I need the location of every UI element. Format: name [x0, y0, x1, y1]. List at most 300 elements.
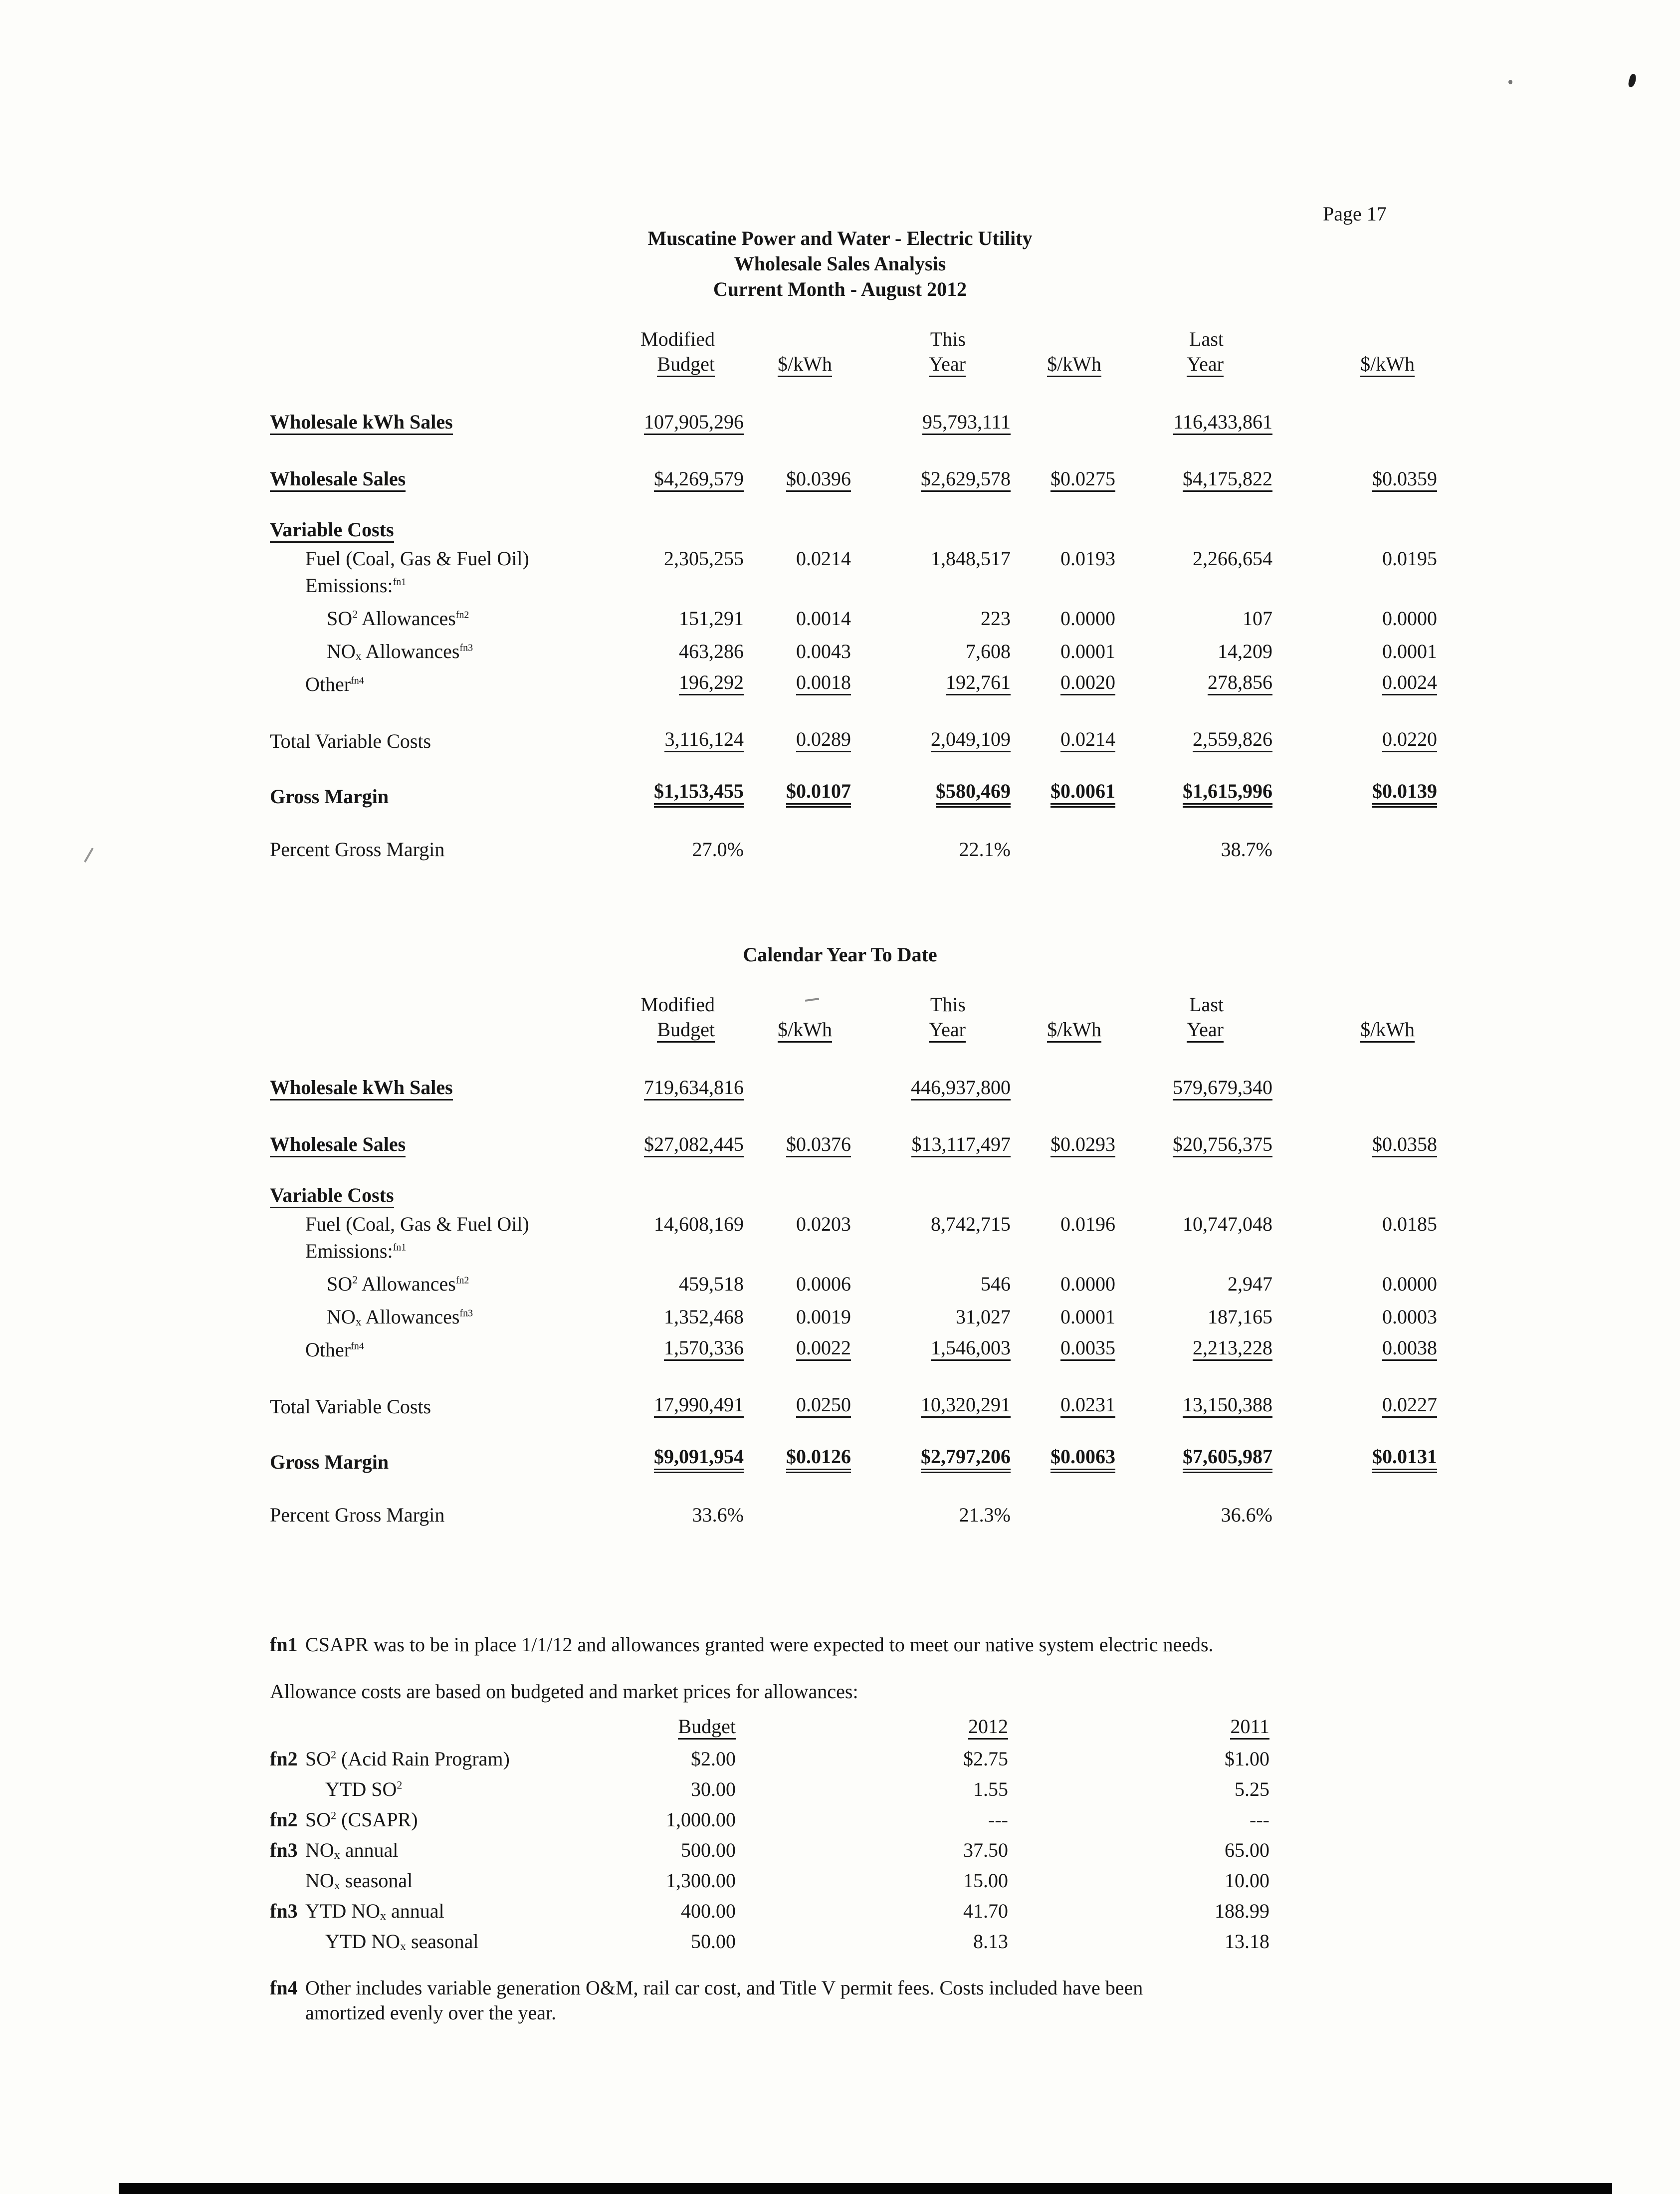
value: 1,546,003 [931, 1337, 1011, 1361]
value: 0.0024 [1382, 672, 1437, 695]
so2-superscript: 2 [352, 608, 358, 621]
value: 0.0231 [1060, 1394, 1115, 1418]
label-text: Wholesale kWh Sales [270, 412, 453, 435]
row-label [270, 513, 579, 543]
value: 196,292 [679, 672, 744, 695]
header-year-1 [851, 350, 1011, 377]
label-text: Gross Margin [270, 785, 389, 808]
value: $4,175,822 [1183, 468, 1272, 492]
value-cell: 0.0043 [796, 640, 851, 662]
value-cell [579, 402, 744, 435]
row-label [270, 662, 579, 695]
header-kwh-text: $/kWh [1360, 1019, 1415, 1043]
nox-subscript: x [334, 1849, 340, 1862]
value-2012: 1.55 [973, 1778, 1008, 1800]
value: 0.0038 [1382, 1337, 1437, 1361]
allowance-table-header-row [270, 1709, 1269, 1740]
value-cell [851, 1124, 1011, 1157]
so2-superscript: 2 [331, 1748, 337, 1761]
value-cell: 0.0214 [796, 547, 851, 570]
label-text: Allowances [358, 1273, 456, 1295]
label-text: Other [305, 1338, 351, 1361]
label-text: NO [327, 1306, 356, 1328]
value-2011: $1.00 [1225, 1748, 1269, 1770]
row-ytd-so2 [270, 1770, 1269, 1800]
label-rest: (Acid Rain Program) [336, 1748, 510, 1770]
value-cell: 0.0193 [1060, 547, 1115, 570]
value: $0.0358 [1372, 1134, 1437, 1157]
value-cell [579, 1328, 744, 1361]
value: $0.0396 [786, 468, 851, 492]
header-year-text: Year [929, 1019, 966, 1043]
row-label: Total Variable Costs [270, 730, 431, 752]
label-text: SO [327, 1273, 353, 1295]
footnotes-section [270, 1632, 1567, 2025]
value: 2,049,109 [931, 729, 1011, 752]
cm-row-total-variable-costs [270, 719, 1437, 752]
label-rest: (CSAPR) [336, 1808, 418, 1831]
value-cell: 33.6% [692, 1504, 744, 1526]
value-cell [851, 402, 1011, 435]
value-cell: 546 [981, 1273, 1011, 1295]
col-header-2011 [1008, 1709, 1269, 1740]
row-label [270, 1235, 579, 1262]
footnote-marker-fn3: fn3 [270, 1839, 298, 1861]
header-last: Last [1189, 993, 1224, 1016]
header-budget-text: Budget [657, 354, 715, 377]
row-label [270, 570, 579, 597]
header-budget [579, 1016, 744, 1043]
row-label: Percent Gross Margin [270, 838, 445, 861]
allowance-costs-intro: Allowance costs are based on budgeted and market prices for allowances: [270, 1680, 858, 1703]
value-2012: 8.13 [973, 1930, 1008, 1953]
row-label: Percent Gross Margin [270, 1504, 445, 1526]
value-cell: 0.0000 [1060, 1273, 1115, 1295]
row-label [305, 1922, 579, 1953]
value-cell: 1,352,468 [664, 1306, 744, 1328]
value: 579,679,340 [1173, 1077, 1272, 1100]
value-cell: 27.0% [692, 838, 744, 861]
ytd-row-fuel [270, 1208, 1437, 1235]
value-cell [579, 1440, 744, 1473]
report-title-line3: Current Month - August 2012 [713, 278, 967, 300]
value-cell [1272, 459, 1437, 492]
value-cell [851, 719, 1011, 752]
value-budget: 1,000.00 [666, 1808, 736, 1831]
value-cell [851, 1068, 1011, 1100]
row-nox-annual [270, 1831, 1269, 1861]
so2-superscript: 2 [331, 1809, 337, 1822]
row-label: Fuel (Coal, Gas & Fuel Oil) [305, 1213, 529, 1235]
value-cell [579, 775, 744, 808]
value: $4,269,579 [654, 468, 744, 492]
cm-row-gross-margin [270, 775, 1437, 808]
ytd-row-variable-costs-heading [270, 1178, 1437, 1208]
header-year-text: Year [1187, 1019, 1224, 1043]
value-cell: 2,266,654 [1193, 547, 1272, 570]
value: 3,116,124 [664, 729, 744, 752]
nox-subscript: x [400, 1940, 406, 1954]
footnote-fn4-continuation: amortized evenly over the year. [305, 2001, 557, 2024]
value-cell: 14,608,169 [654, 1213, 744, 1235]
header-kwh-3 [1272, 350, 1437, 377]
cm-row-so2-allowances [270, 597, 1437, 630]
value-cell: 0.0196 [1060, 1213, 1115, 1235]
value: $580,469 [936, 781, 1011, 808]
row-so2-acid-rain [270, 1740, 1269, 1770]
footnote-ref-fn2: fn2 [455, 609, 469, 621]
value-cell: 8,742,715 [931, 1213, 1011, 1235]
value-2011: 13.18 [1225, 1930, 1269, 1953]
value-budget: 50.00 [691, 1930, 736, 1953]
value-cell [744, 662, 851, 695]
scan-artifact-pen-stroke [84, 848, 93, 863]
label-text: Gross Margin [270, 1451, 389, 1473]
header-this: This [930, 993, 966, 1016]
row-nox-seasonal [270, 1861, 1269, 1892]
header-year-2 [1115, 350, 1272, 377]
value-cell: 2,305,255 [664, 547, 744, 570]
nox-subscript: x [334, 1879, 340, 1893]
header-kwh-text: $/kWh [1047, 1019, 1101, 1043]
label-text: Allowances [361, 640, 460, 662]
footnote-fn1 [270, 1632, 1567, 1657]
cm-row-percent-gross-margin [270, 828, 1437, 861]
value-cell [1115, 1068, 1272, 1100]
label-text: NO [327, 640, 356, 662]
label-text: Wholesale kWh Sales [270, 1077, 453, 1100]
value: $13,117,497 [911, 1134, 1011, 1157]
ytd-row-wholesale-sales [270, 1124, 1437, 1157]
value: $0.0359 [1372, 468, 1437, 492]
row-label [305, 1770, 579, 1800]
row-ytd-nox-seasonal [270, 1922, 1269, 1953]
header-kwh-text: $/kWh [1360, 354, 1415, 377]
value-cell: 0.0203 [796, 1213, 851, 1235]
value-cell: 0.0000 [1060, 607, 1115, 630]
cm-row-wholesale-sales [270, 459, 1437, 492]
report-title-line2: Wholesale Sales Analysis [734, 252, 946, 275]
cm-header-row-2 [270, 350, 1437, 377]
value-2011: 188.99 [1215, 1900, 1269, 1922]
label-text: Allowances [358, 607, 456, 630]
scan-artifact-dot [1508, 80, 1512, 84]
row-label [270, 1124, 579, 1157]
value-cell [579, 459, 744, 492]
nox-subscript: x [355, 650, 362, 663]
footnote-ref-fn1: fn1 [393, 576, 407, 588]
value: 1,570,336 [664, 1337, 744, 1361]
value-cell [1272, 719, 1437, 752]
value: 0.0289 [796, 729, 851, 752]
value-2011: --- [1250, 1808, 1269, 1831]
value: $0.0139 [1372, 781, 1437, 808]
value-cell [1011, 719, 1115, 752]
value-cell: 7,608 [966, 640, 1011, 662]
value-cell [1115, 459, 1272, 492]
ytd-row-wholesale-kwh-sales [270, 1068, 1437, 1100]
value-budget: 1,300.00 [666, 1869, 736, 1892]
ytd-row-percent-gross-margin [270, 1493, 1437, 1526]
label-rest: seasonal [340, 1869, 413, 1892]
value-cell [1011, 1385, 1115, 1418]
row-label [270, 630, 579, 662]
row-label [270, 1068, 579, 1100]
row-label [270, 1295, 579, 1328]
value: 0.0018 [796, 672, 851, 695]
value-cell [1115, 719, 1272, 752]
value: $0.0293 [1050, 1134, 1115, 1157]
value-cell [744, 775, 851, 808]
label-text: YTD NO [325, 1930, 400, 1953]
label-text: YTD NO [305, 1900, 380, 1922]
value-cell [851, 662, 1011, 695]
ytd-section-title: Calendar Year To Date [743, 943, 937, 966]
row-label [305, 1740, 579, 1770]
label-text: Wholesale Sales [270, 468, 406, 492]
report-title-block [0, 225, 1680, 302]
footnote-marker-fn3: fn3 [270, 1900, 298, 1922]
header-kwh-2 [1011, 1016, 1115, 1043]
value-cell [1011, 459, 1115, 492]
value: $2,629,578 [921, 468, 1011, 492]
value-cell [1115, 1385, 1272, 1418]
value: 719,634,816 [644, 1077, 744, 1100]
label-text: Wholesale Sales [270, 1134, 406, 1157]
value: 10,320,291 [921, 1394, 1011, 1418]
cm-row-nox-allowances [270, 630, 1437, 662]
value-cell: 0.0001 [1060, 640, 1115, 662]
value-cell: 223 [981, 607, 1011, 630]
cm-row-wholesale-kwh-sales [270, 402, 1437, 435]
value-cell [1272, 1440, 1437, 1473]
value-cell [851, 775, 1011, 808]
value: 278,856 [1208, 672, 1272, 695]
value-cell [1011, 1328, 1115, 1361]
value-cell [579, 719, 744, 752]
value: 107,905,296 [644, 412, 744, 435]
header-kwh-1 [744, 350, 851, 377]
ytd-header-row-1 [270, 989, 1437, 1016]
value-cell: 38.7% [1221, 838, 1272, 861]
label-text: Emissions: [305, 574, 393, 597]
value-cell: 0.0001 [1382, 640, 1437, 662]
value-cell [579, 1124, 744, 1157]
value: $0.0131 [1372, 1446, 1437, 1473]
header-year-text: Year [929, 354, 966, 377]
header-this: This [930, 328, 966, 350]
label-text: Variable Costs [270, 519, 394, 543]
value: 0.0250 [796, 1394, 851, 1418]
value-cell [851, 1328, 1011, 1361]
value: 116,433,861 [1173, 412, 1272, 435]
label-text: NO [305, 1869, 334, 1892]
row-label [270, 402, 579, 435]
value-cell [1115, 662, 1272, 695]
value-cell: 459,518 [679, 1273, 744, 1295]
ytd-row-gross-margin [270, 1440, 1437, 1473]
value: 2,559,826 [1193, 729, 1272, 752]
value-cell: 0.0003 [1382, 1306, 1437, 1328]
value-budget: $2.00 [691, 1748, 736, 1770]
row-label [305, 1831, 579, 1861]
value-cell [744, 1440, 851, 1473]
row-so2-csapr [270, 1800, 1269, 1831]
scan-edge-bar [119, 2183, 1612, 2194]
current-month-table [270, 323, 1437, 861]
header-modified: Modified [640, 328, 715, 350]
row-label [270, 597, 579, 630]
value-2012: 41.70 [963, 1900, 1008, 1922]
row-label [305, 1892, 579, 1922]
cm-row-other [270, 662, 1437, 695]
value-cell [1011, 662, 1115, 695]
value-cell: 0.0001 [1060, 1306, 1115, 1328]
header-year-2 [1115, 1016, 1272, 1043]
footnote-ref-fn4: fn4 [351, 1340, 364, 1352]
value-cell [1115, 1124, 1272, 1157]
ytd-table [270, 989, 1437, 1526]
label-text: Emissions: [305, 1240, 393, 1262]
cm-row-variable-costs-heading [270, 513, 1437, 543]
header-last: Last [1189, 328, 1224, 350]
col-header-2011-text: 2011 [1230, 1716, 1269, 1740]
value: 95,793,111 [922, 412, 1011, 435]
value-cell: 0.0000 [1382, 607, 1437, 630]
value: $0.0376 [786, 1134, 851, 1157]
value-cell [579, 1385, 744, 1418]
value: 0.0214 [1060, 729, 1115, 752]
header-kwh-1 [744, 1016, 851, 1043]
footnote-fn4-text: Other includes variable generation O&M, rail car cost, and Title V permit fees. Costs included have been [305, 1976, 1143, 1999]
value-cell: 463,286 [679, 640, 744, 662]
label-text: NO [305, 1839, 334, 1861]
row-label [270, 459, 579, 492]
value-cell [579, 1068, 744, 1100]
row-label [270, 1178, 579, 1208]
value-cell: 0.0185 [1382, 1213, 1437, 1235]
footnote-ref-fn4: fn4 [351, 675, 364, 686]
value-cell: 1,848,517 [931, 547, 1011, 570]
row-label: Fuel (Coal, Gas & Fuel Oil) [305, 547, 529, 570]
value-cell [1115, 1440, 1272, 1473]
header-year-1 [851, 1016, 1011, 1043]
footnote-ref-fn1: fn1 [393, 1242, 407, 1253]
value-budget: 500.00 [681, 1839, 736, 1861]
value-cell: 10,747,048 [1183, 1213, 1272, 1235]
header-kwh-text: $/kWh [778, 354, 832, 377]
value-cell: 0.0006 [796, 1273, 851, 1295]
row-label [270, 1262, 579, 1295]
ytd-row-other [270, 1328, 1437, 1361]
value-cell [744, 1124, 851, 1157]
value-cell [744, 1328, 851, 1361]
value-cell [744, 459, 851, 492]
ytd-row-so2-allowances [270, 1262, 1437, 1295]
value-cell [1272, 1124, 1437, 1157]
value-cell [851, 1440, 1011, 1473]
footnote-ref-fn2: fn2 [455, 1275, 469, 1286]
label-rest: seasonal [406, 1930, 479, 1953]
footnote-marker-fn1: fn1 [270, 1633, 298, 1656]
header-year-text: Year [1187, 354, 1224, 377]
value-budget: 30.00 [691, 1778, 736, 1800]
value: 446,937,800 [911, 1077, 1011, 1100]
report-title-line1: Muscatine Power and Water - Electric Utility [647, 227, 1033, 249]
value: 0.0220 [1382, 729, 1437, 752]
value-cell [1272, 1328, 1437, 1361]
header-kwh-3 [1272, 1016, 1437, 1043]
value: $0.0275 [1050, 468, 1115, 492]
header-budget [579, 350, 744, 377]
header-kwh-text: $/kWh [778, 1019, 832, 1043]
nox-subscript: x [355, 1316, 362, 1329]
value: $1,615,996 [1183, 781, 1272, 808]
value: 0.0022 [796, 1337, 851, 1361]
ytd-header-row-2 [270, 1016, 1437, 1043]
value-cell [851, 1385, 1011, 1418]
row-label [305, 1861, 579, 1892]
value-cell: 0.0195 [1382, 547, 1437, 570]
footnote-marker-fn2: fn2 [270, 1748, 298, 1770]
value-2012: 15.00 [963, 1869, 1008, 1892]
value-cell [1115, 775, 1272, 808]
value-cell [744, 719, 851, 752]
col-header-2012-text: 2012 [968, 1716, 1008, 1740]
value-cell: 107 [1243, 607, 1272, 630]
footnote-marker-fn2: fn2 [270, 1808, 298, 1831]
value: $0.0061 [1050, 781, 1115, 808]
value-cell [1011, 775, 1115, 808]
label-text: Allowances [361, 1306, 460, 1328]
value-cell: 0.0000 [1382, 1273, 1437, 1295]
value: $9,091,954 [654, 1446, 744, 1473]
so2-superscript: 2 [352, 1273, 358, 1286]
value-cell [1115, 402, 1272, 435]
ytd-row-nox-allowances [270, 1295, 1437, 1328]
value-cell [579, 662, 744, 695]
value: 2,213,228 [1193, 1337, 1272, 1361]
value-cell: 22.1% [959, 838, 1011, 861]
value: $1,153,455 [654, 781, 744, 808]
label-rest: annual [340, 1839, 399, 1861]
allowance-prices-table [270, 1709, 1269, 1953]
page-number: Page 17 [1323, 203, 1387, 225]
scan-artifact-mark [1628, 73, 1637, 88]
row-label: Total Variable Costs [270, 1395, 431, 1418]
value: $20,756,375 [1173, 1134, 1272, 1157]
value: 0.0035 [1060, 1337, 1115, 1361]
value-cell: 0.0019 [796, 1306, 851, 1328]
value: 192,761 [946, 672, 1011, 695]
value: $27,082,445 [644, 1134, 744, 1157]
ytd-row-total-variable-costs [270, 1385, 1437, 1418]
value: $0.0126 [786, 1446, 851, 1473]
so2-superscript: 2 [397, 1778, 403, 1791]
value-cell: 14,209 [1218, 640, 1272, 662]
label-text: SO [327, 607, 353, 630]
value-cell [1011, 1440, 1115, 1473]
value: 17,990,491 [654, 1394, 744, 1418]
row-ytd-nox-annual [270, 1892, 1269, 1922]
value-2011: 10.00 [1225, 1869, 1269, 1892]
header-kwh-2 [1011, 350, 1115, 377]
value-cell: 187,165 [1208, 1306, 1272, 1328]
row-label [270, 1440, 579, 1473]
value-cell: 2,947 [1228, 1273, 1272, 1295]
value-2012: 37.50 [963, 1839, 1008, 1861]
value: $2,797,206 [921, 1446, 1011, 1473]
